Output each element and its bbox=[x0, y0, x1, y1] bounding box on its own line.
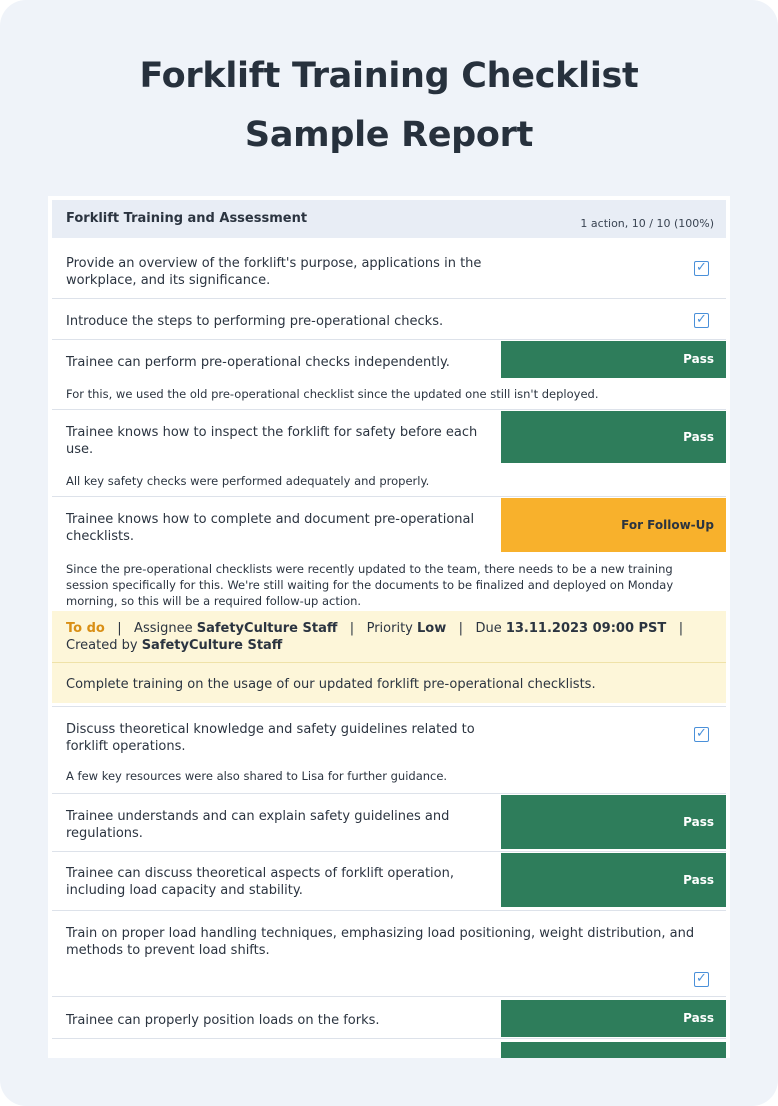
due-value: 13.11.2023 09:00 PST bbox=[505, 621, 667, 636]
checklist-item bbox=[52, 340, 726, 408]
item-note: All key safety checks were performed adequately and properly. bbox=[66, 474, 430, 488]
response-pass-badge[interactable]: Pass bbox=[501, 1000, 726, 1037]
item-question: Trainee knows how to inspect the forklift for safety before each use. bbox=[66, 425, 478, 457]
checkbox-checked-icon[interactable]: ✓ bbox=[694, 261, 709, 276]
assignee-label: Assignee bbox=[134, 621, 193, 636]
checklist-item bbox=[52, 997, 726, 1037]
action-status: To do bbox=[66, 621, 105, 636]
report-sheet bbox=[48, 196, 730, 1058]
item-question: Trainee can properly position loads on the forks. bbox=[66, 1013, 380, 1028]
meta-separator: | bbox=[349, 621, 355, 636]
section-title: Forklift Training and Assessment bbox=[66, 211, 308, 226]
checklist-item bbox=[52, 794, 726, 851]
checklist-item bbox=[52, 410, 726, 496]
meta-separator: | bbox=[117, 621, 122, 636]
created-by-value: SafetyCulture Staff bbox=[141, 638, 283, 653]
checkbox-checked-icon[interactable]: ✓ bbox=[694, 727, 709, 742]
priority-value: Low bbox=[417, 621, 447, 636]
created-label: Created bbox=[66, 638, 118, 653]
meta-separator: | bbox=[458, 621, 464, 636]
response-follow-up-badge[interactable]: For Follow-Up bbox=[501, 498, 726, 552]
item-note: A few key resources were also shared to Lisa for further guidance. bbox=[66, 769, 448, 783]
page-title: Forklift Training Checklist bbox=[139, 56, 639, 96]
item-question: Trainee knows how to complete and document pre-operational checklists. bbox=[66, 512, 475, 544]
response-pass-badge[interactable]: Pass bbox=[501, 341, 726, 378]
section-summary: 1 action, 10 / 10 (100%) bbox=[580, 217, 714, 230]
item-question: Introduce the steps to performing pre-operational checks. bbox=[66, 314, 444, 329]
checklist-item bbox=[52, 238, 726, 298]
created-by-prefix: by bbox=[121, 638, 138, 653]
checkbox-checked-icon[interactable]: ✓ bbox=[694, 972, 709, 987]
response-pass-badge-partial[interactable] bbox=[501, 1042, 726, 1058]
item-question: Trainee understands and can explain safety guidelines and regulations. bbox=[66, 809, 450, 841]
checklist-item bbox=[52, 497, 726, 611]
checklist-item bbox=[52, 911, 726, 996]
action-meta bbox=[66, 620, 716, 654]
response-pass-badge[interactable]: Pass bbox=[501, 795, 726, 849]
response-pass-badge[interactable]: Pass bbox=[501, 853, 726, 907]
item-question: Trainee can perform pre-operational checks independently. bbox=[66, 355, 450, 370]
divider bbox=[52, 662, 726, 663]
action-card[interactable] bbox=[52, 611, 726, 703]
due-label: Due bbox=[475, 621, 502, 636]
section-header bbox=[52, 200, 726, 238]
meta-separator: | bbox=[678, 621, 684, 636]
checklist-item bbox=[52, 852, 726, 910]
action-description: Complete training on the usage of our updated forklift pre-operational checklists. bbox=[66, 677, 596, 692]
item-note: For this, we used the old pre-operational checklist since the updated one still isn't deployed. bbox=[66, 387, 599, 401]
checkbox-checked-icon[interactable]: ✓ bbox=[694, 313, 709, 328]
item-question: Train on proper load handling techniques, emphasizing load positioning, weight distribution, and methods to prevent load shifts. bbox=[66, 926, 695, 958]
response-pass-badge[interactable]: Pass bbox=[501, 411, 726, 463]
checklist-item bbox=[52, 299, 726, 339]
divider bbox=[52, 1038, 726, 1039]
item-question: Trainee can discuss theoretical aspects of forklift operation, including load capacity and stability. bbox=[66, 866, 454, 898]
item-note: Since the pre-operational checklists were recently updated to the team, there needs to be a new training session specifically for this. We're still waiting for the documents to be finalized and deployed on Monday morning, so this will be a required follow-up action. bbox=[66, 562, 674, 608]
item-question: Discuss theoretical knowledge and safety guidelines related to forklift operations. bbox=[66, 722, 475, 754]
page-subtitle: Sample Report bbox=[244, 115, 534, 155]
priority-label: Priority bbox=[366, 621, 413, 636]
assignee-value: SafetyCulture Staff bbox=[196, 621, 338, 636]
checklist-item bbox=[52, 707, 726, 793]
item-question: Provide an overview of the forklift's purpose, applications in the workplace, and its significance. bbox=[66, 256, 482, 288]
